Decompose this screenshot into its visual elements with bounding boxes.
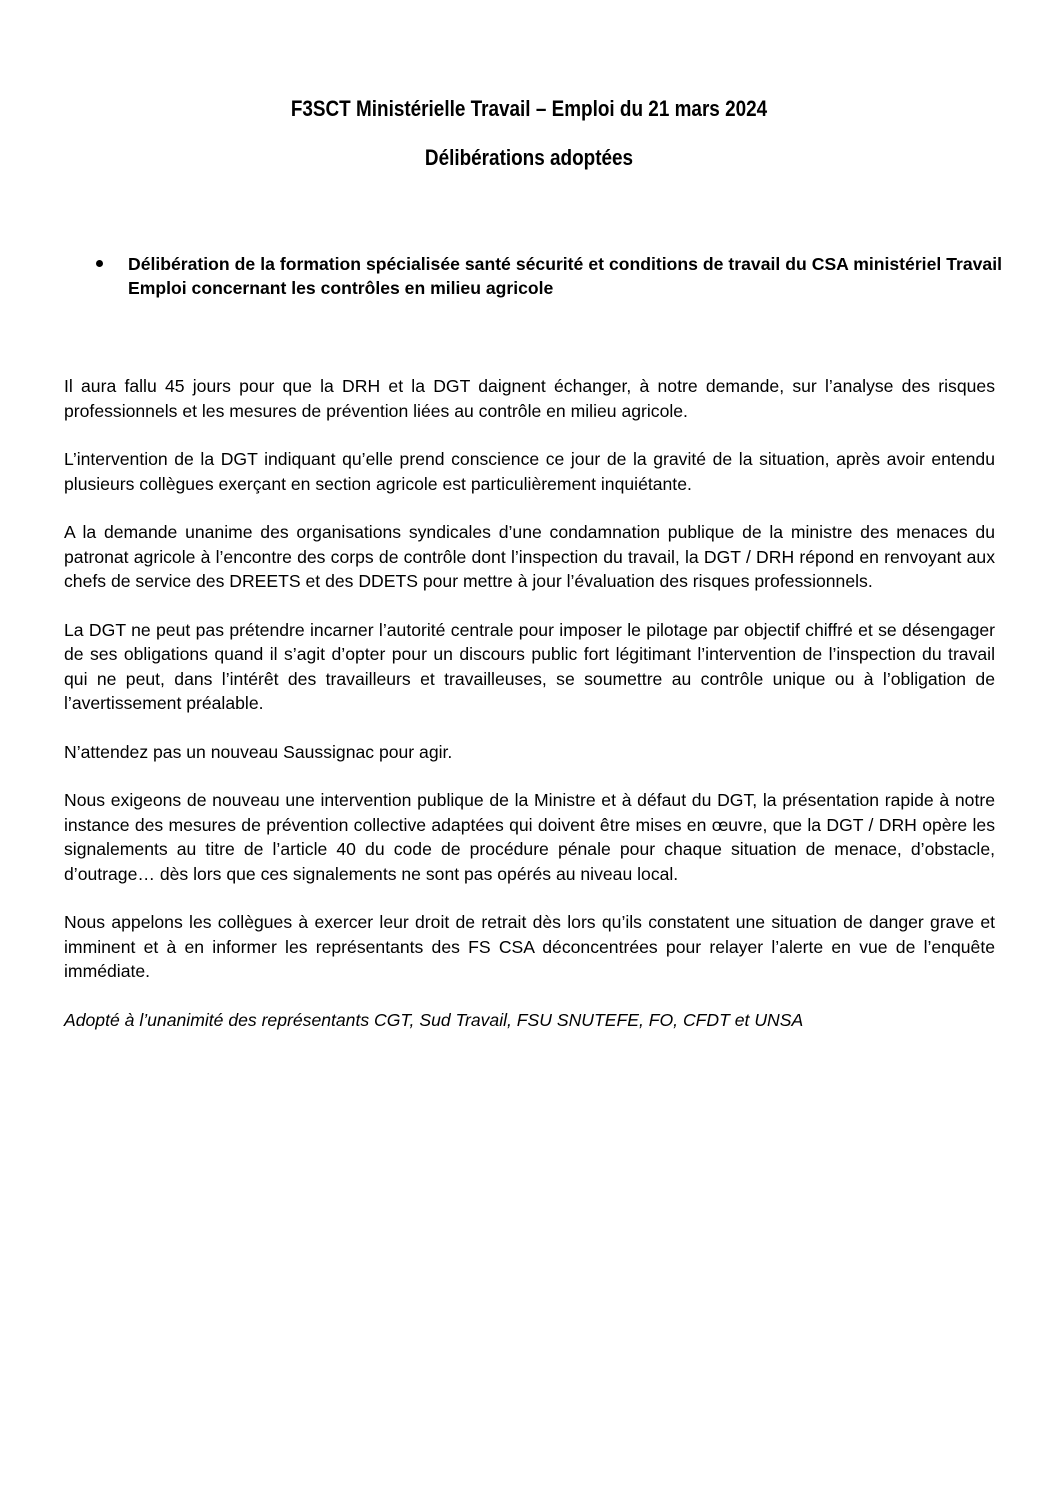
document-body (64, 374, 995, 1056)
adoption-note: Adopté à l’unanimité des représentants CGT, Sud Travail, FSU SNUTEFE, FO, CFDT et UNSA (64, 1009, 804, 1030)
deliberation-heading: Délibération de la formation spécialisée santé sécurité et conditions de travail du CSA ministériel Travail Emploi concernant les contrôles en milieu agricole (128, 254, 1002, 298)
document-title: F3SCT Ministérielle Travail – Emploi du 21 mars 2024 (290, 96, 768, 121)
paragraph-6: Nous exigeons de nouveau une intervention publique de la Ministre et à défaut du DGT, la présentation rapide à notre instance des mesures de prévention collective adaptées qui doivent être mises en œuvre, que la DGT / DRH opère les signalements au titre de l’article 40 du code de procédure pénale pour chaque situation de menace, d’obstacle, d’outrage… dès lors que ces signalements ne sont pas opérés au niveau local. (64, 790, 995, 884)
paragraph-5: N’attendez pas un nouveau Saussignac pour agir. (64, 741, 453, 762)
document-subtitle: Délibérations adoptées (424, 145, 634, 170)
paragraph-3: A la demande unanime des organisations syndicales d’une condamnation publique de la ministre des menaces du patronat agricole à l’encontre des corps de contrôle dont l’inspection du travail, la DGT / DRH répond en renvoyant aux chefs de service des DREETS et des DDETS pour mettre à jour l’évaluation des risques professionnels. (64, 522, 995, 591)
paragraph-4: La DGT ne peut pas prétendre incarner l’autorité centrale pour imposer le pilotage par objectif chiffré et se désengager de ses obligations quand il s’agit d’opter pour un discours public fort légitimant l’intervention de l’inspection du travail qui ne peut, dans l’intérêt des travailleurs et travailleuses, se soumettre au contrôle unique ou à l’obligation de l’avertissement préalable. (64, 619, 995, 713)
paragraph-2: L’intervention de la DGT indiquant qu’elle prend conscience ce jour de la gravité de la situation, après avoir entendu plusieurs collègues exerçant en section agricole est particulièrement inquiétante. (64, 449, 995, 494)
bullet-icon (96, 260, 103, 267)
paragraph-1: Il aura fallu 45 jours pour que la DRH et la DGT daignent échanger, à notre demande, sur l’analyse des risques professionnels et les mesures de prévention liées au contrôle en milieu agricole. (64, 376, 995, 421)
paragraph-7: Nous appelons les collègues à exercer leur droit de retrait dès lors qu’ils constatent une situation de danger grave et imminent et à en informer les représentants des FS CSA déconcentrées pour relayer l’alerte en vue de l’enquête immédiate. (64, 912, 995, 981)
